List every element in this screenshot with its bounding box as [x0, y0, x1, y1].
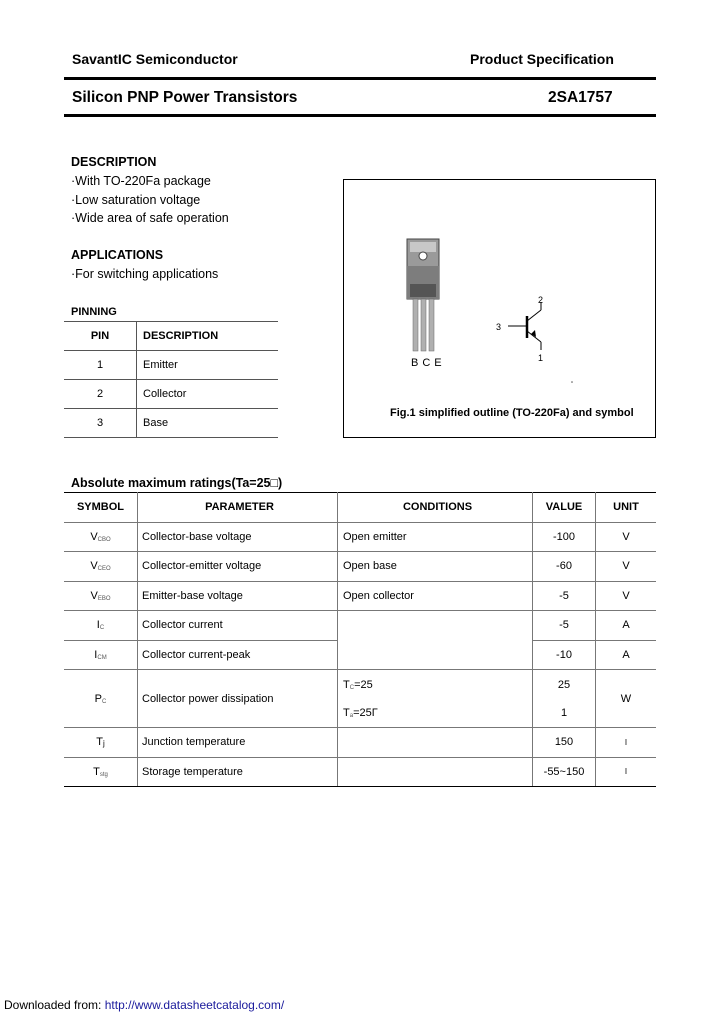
- table-row: [64, 728, 656, 758]
- pin-number: 2: [64, 380, 137, 409]
- footer-link[interactable]: http://www.datasheetcatalog.com/: [104, 998, 285, 1012]
- pin-number: 1: [64, 351, 137, 380]
- symbol-pin-left: 3: [496, 322, 502, 332]
- header-rule-top: [64, 77, 656, 80]
- conditions-cell: [338, 670, 533, 728]
- figure-box: [343, 179, 656, 438]
- description-column-header: DESCRIPTION: [137, 322, 279, 351]
- unit-cell: V: [596, 552, 657, 582]
- symbol-cell: $V_{CBO}$: [64, 522, 138, 552]
- symbol-cell: $V_{CEO}$: [64, 552, 138, 582]
- parameter-cell: Collector-base voltage: [138, 522, 338, 552]
- to220fa-package-illustration: [344, 180, 655, 437]
- condition-ambient: $T_a=25\Gamma$: [343, 706, 378, 719]
- lead-labels: [411, 357, 446, 369]
- conditions-cell: [338, 728, 533, 758]
- value-cell: [533, 670, 596, 728]
- symbol-cell: $T_j$: [64, 728, 138, 758]
- pinning-heading: PINNING: [71, 306, 117, 318]
- product-title: Silicon PNP Power Transistors: [72, 89, 298, 106]
- parameter-cell: Junction temperature: [138, 728, 338, 758]
- conditions-cell: Open base: [338, 552, 533, 582]
- value-cell: -5: [533, 611, 596, 641]
- unit-cell: A: [596, 640, 657, 670]
- parameter-cell: Collector current-peak: [138, 640, 338, 670]
- table-row: [64, 552, 656, 582]
- pin-description: Emitter: [137, 351, 279, 380]
- symbol-cell: $V_{EBO}$: [64, 581, 138, 611]
- header-rule-bottom: [64, 114, 656, 117]
- parameter-cell: Storage temperature: [138, 757, 338, 787]
- parameter-cell: Collector-emitter voltage: [138, 552, 338, 582]
- pin-column-header: PIN: [64, 322, 137, 351]
- unit-cell: W: [596, 670, 657, 728]
- value-case: 25: [557, 678, 571, 691]
- part-number: 2SA1757: [548, 89, 613, 106]
- conditions-cell: Open collector: [338, 581, 533, 611]
- symbol-cell: $P_C$: [64, 670, 138, 728]
- unit-cell: A: [596, 611, 657, 641]
- description-item: ·Low saturation voltage: [71, 193, 201, 207]
- pin-description: Base: [137, 409, 279, 438]
- conditions-cell: [338, 757, 533, 787]
- unit-cell: V: [596, 581, 657, 611]
- footer: [4, 998, 284, 1012]
- table-row: [64, 351, 278, 380]
- symbol-cell: $T_{stg}$: [64, 757, 138, 787]
- symbol-pin-top: 2: [538, 295, 544, 305]
- lead-label-emitter: E: [434, 357, 446, 369]
- value-cell: -60: [533, 552, 596, 582]
- conditions-column-header: CONDITIONS: [338, 493, 533, 523]
- company-name: SavantIC Semiconductor: [72, 51, 238, 67]
- conditions-cell: [338, 611, 533, 670]
- parameter-cell: Emitter-base voltage: [138, 581, 338, 611]
- condition-case: $T_C=25$: [343, 678, 373, 691]
- table-row: [64, 670, 656, 728]
- pin-number: 3: [64, 409, 137, 438]
- unit-cell: I: [596, 728, 657, 758]
- table-row: [64, 409, 278, 438]
- value-cell: -100: [533, 522, 596, 552]
- lead-label-base: B: [411, 357, 423, 369]
- ratings-table: [64, 492, 656, 787]
- pinning-table: [64, 321, 278, 438]
- parameter-column-header: PARAMETER: [138, 493, 338, 523]
- table-row: [64, 611, 656, 641]
- lead-label-collector: C: [422, 357, 435, 369]
- symbol-pin-bottom: 1: [538, 353, 544, 363]
- symbol-cell: $I_{CM}$: [64, 640, 138, 670]
- unit-cell: V: [596, 522, 657, 552]
- unit-cell: I: [596, 757, 657, 787]
- value-cell: -55~150: [533, 757, 596, 787]
- unit-column-header: UNIT: [596, 493, 657, 523]
- table-row: [64, 380, 278, 409]
- value-column-header: VALUE: [533, 493, 596, 523]
- description-heading: DESCRIPTION: [71, 155, 157, 169]
- parameter-cell: Collector power dissipation: [138, 670, 338, 728]
- doc-type: Product Specification: [470, 51, 614, 67]
- table-row: [64, 581, 656, 611]
- conditions-cell: Open emitter: [338, 522, 533, 552]
- description-item: ·With TO-220Fa package: [71, 174, 211, 188]
- symbol-column-header: SYMBOL: [64, 493, 138, 523]
- description-item: ·Wide area of safe operation: [71, 211, 229, 225]
- parameter-cell: Collector current: [138, 611, 338, 641]
- table-row: [64, 757, 656, 787]
- table-row: [64, 522, 656, 552]
- figure-caption: Fig.1 simplified outline (TO-220Fa) and symbol: [390, 407, 634, 419]
- ratings-heading: Absolute maximum ratings(Ta=25□): [71, 476, 283, 490]
- footer-label: Downloaded from:: [4, 998, 102, 1012]
- applications-heading: APPLICATIONS: [71, 248, 164, 262]
- value-ambient: 1: [560, 706, 568, 719]
- pin-description: Collector: [137, 380, 279, 409]
- symbol-cell: $I_C$: [64, 611, 138, 641]
- value-cell: 150: [533, 728, 596, 758]
- value-cell: -5: [533, 581, 596, 611]
- value-cell: -10: [533, 640, 596, 670]
- application-item: ·For switching applications: [71, 267, 219, 281]
